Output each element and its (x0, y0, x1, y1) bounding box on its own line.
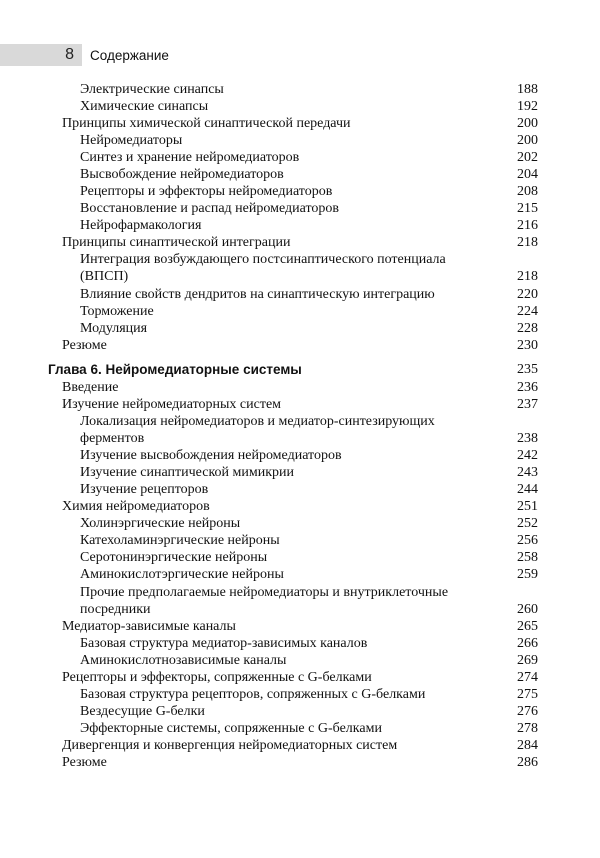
toc-entry-title: Химия нейромедиаторов (62, 499, 210, 514)
toc-entry-page: 266 (517, 636, 538, 651)
toc-entry-title: Рецепторы и эффекторы, сопряженные с G-белками (62, 670, 372, 685)
toc-entry-title: Рецепторы и эффекторы нейромедиаторов (80, 184, 333, 199)
toc-entry-title: Электрические синапсы (80, 82, 224, 97)
toc-entry-page: 202 (517, 150, 538, 165)
toc-entry-title: Принципы синаптической интеграции (62, 235, 291, 250)
toc-entry-title: Изучение нейромедиаторных систем (62, 397, 282, 412)
toc-entry-title: (ВПСП) (80, 269, 129, 284)
toc-entry-title: Торможение (80, 304, 154, 319)
toc-entry-title: Дивергенция и конвергенция нейромедиаторных систем (62, 738, 398, 753)
toc-entry-page: 218 (517, 269, 538, 284)
toc-entry-page: 204 (517, 167, 538, 182)
toc-entry-title: Высвобождение нейромедиаторов (80, 167, 284, 182)
toc-entry-title: Влияние свойств дендритов на синаптическую интеграцию (80, 287, 435, 302)
page-number: 8 (0, 44, 82, 66)
toc-entry-title: Эффекторные системы, сопряженные с G-белками (80, 721, 382, 736)
toc-entry-title: Синтез и хранение нейромедиаторов (80, 150, 300, 165)
toc-entry-page: 200 (517, 116, 538, 131)
toc-entry-page: 192 (517, 99, 538, 114)
toc-entry-page: 224 (517, 304, 538, 319)
toc-entry-title: Базовая структура медиатор-зависимых каналов (80, 636, 368, 651)
header-title: Содержание (90, 47, 169, 63)
toc-entry-title: Нейромедиаторы (80, 133, 183, 148)
toc-entry-page: 215 (517, 201, 538, 216)
toc-entry-page: 269 (517, 653, 538, 668)
toc-entry-title: Изучение высвобождения нейромедиаторов (80, 448, 342, 463)
toc-entry-title: Аминокислотнозависимые каналы (80, 653, 287, 668)
toc-entry-page: 208 (517, 184, 538, 199)
running-header (0, 44, 600, 66)
toc-entry-page: 276 (517, 704, 538, 719)
toc-entry-title: Восстановление и распад нейромедиаторов (80, 201, 340, 216)
toc-entry-title: Резюме (62, 755, 107, 770)
toc-entry-title: Прочие предполагаемые нейромедиаторы и внутриклеточные (80, 585, 449, 600)
toc-entry-page: 244 (517, 482, 538, 497)
toc-entry-title: ферментов (80, 431, 145, 446)
toc-entry-title: Медиатор-зависимые каналы (62, 619, 236, 634)
chapter-title: Глава 6. Нейромедиаторные системы (48, 362, 302, 377)
toc-entry-page: 218 (517, 235, 538, 250)
toc-entry-title: Химические синапсы (80, 99, 209, 114)
toc-entry-title: Изучение синаптической мимикрии (80, 465, 295, 480)
toc-entry-page: 188 (517, 82, 538, 97)
toc-entry-page: 200 (517, 133, 538, 148)
toc-entry-page: 275 (517, 687, 538, 702)
toc-entry-page: 258 (517, 550, 538, 565)
toc-entry-title: посредники (80, 602, 151, 617)
toc-entry-page: 237 (517, 397, 538, 412)
toc-entry-title: Резюме (62, 338, 107, 353)
toc-entry-title: Модуляция (80, 321, 148, 336)
toc-entry-title: Нейрофармакология (80, 218, 202, 233)
toc-entry-page: 274 (517, 670, 538, 685)
toc-entry-page: 243 (517, 465, 538, 480)
toc-entry-title: Локализация нейромедиаторов и медиатор-синтезирующих (80, 414, 435, 429)
toc-entry-page: 286 (517, 755, 538, 770)
toc-entry-title: Введение (62, 380, 119, 395)
toc-entry-page: 265 (517, 619, 538, 634)
toc-entry-title: Изучение рецепторов (80, 482, 209, 497)
toc-entry-page: 252 (517, 516, 538, 531)
toc-entry-page: 238 (517, 431, 538, 446)
toc-entry-title: Катехоламинэргические нейроны (80, 533, 280, 548)
toc-entry-page: 216 (517, 218, 538, 233)
toc-entry-title: Базовая структура рецепторов, сопряженных с G-белками (80, 687, 426, 702)
toc-entry-page: 242 (517, 448, 538, 463)
toc-entry-page: 260 (517, 602, 538, 617)
toc-entry-title: Холинэргические нейроны (80, 516, 241, 531)
toc-entry-title: Аминокислотэргические нейроны (80, 567, 284, 582)
toc-entry-page: 220 (517, 287, 538, 302)
toc-entry-page: 235 (517, 362, 538, 377)
toc-entry-page: 251 (517, 499, 538, 514)
toc-entry-title: Интеграция возбуждающего постсинаптического потенциала (80, 252, 446, 267)
toc-entry-page: 259 (517, 567, 538, 582)
toc-entry-title: Серотонинэргические нейроны (80, 550, 268, 565)
toc-entry-page: 230 (517, 338, 538, 353)
toc-entry-page: 256 (517, 533, 538, 548)
toc-entry-title: Принципы химической синаптической передачи (62, 116, 351, 131)
toc-entry-page: 284 (517, 738, 538, 753)
toc-entry-page: 228 (517, 321, 538, 336)
toc-entry-title: Вездесущие G-белки (80, 704, 205, 719)
toc-entry-page: 278 (517, 721, 538, 736)
toc-entry-page: 236 (517, 380, 538, 395)
